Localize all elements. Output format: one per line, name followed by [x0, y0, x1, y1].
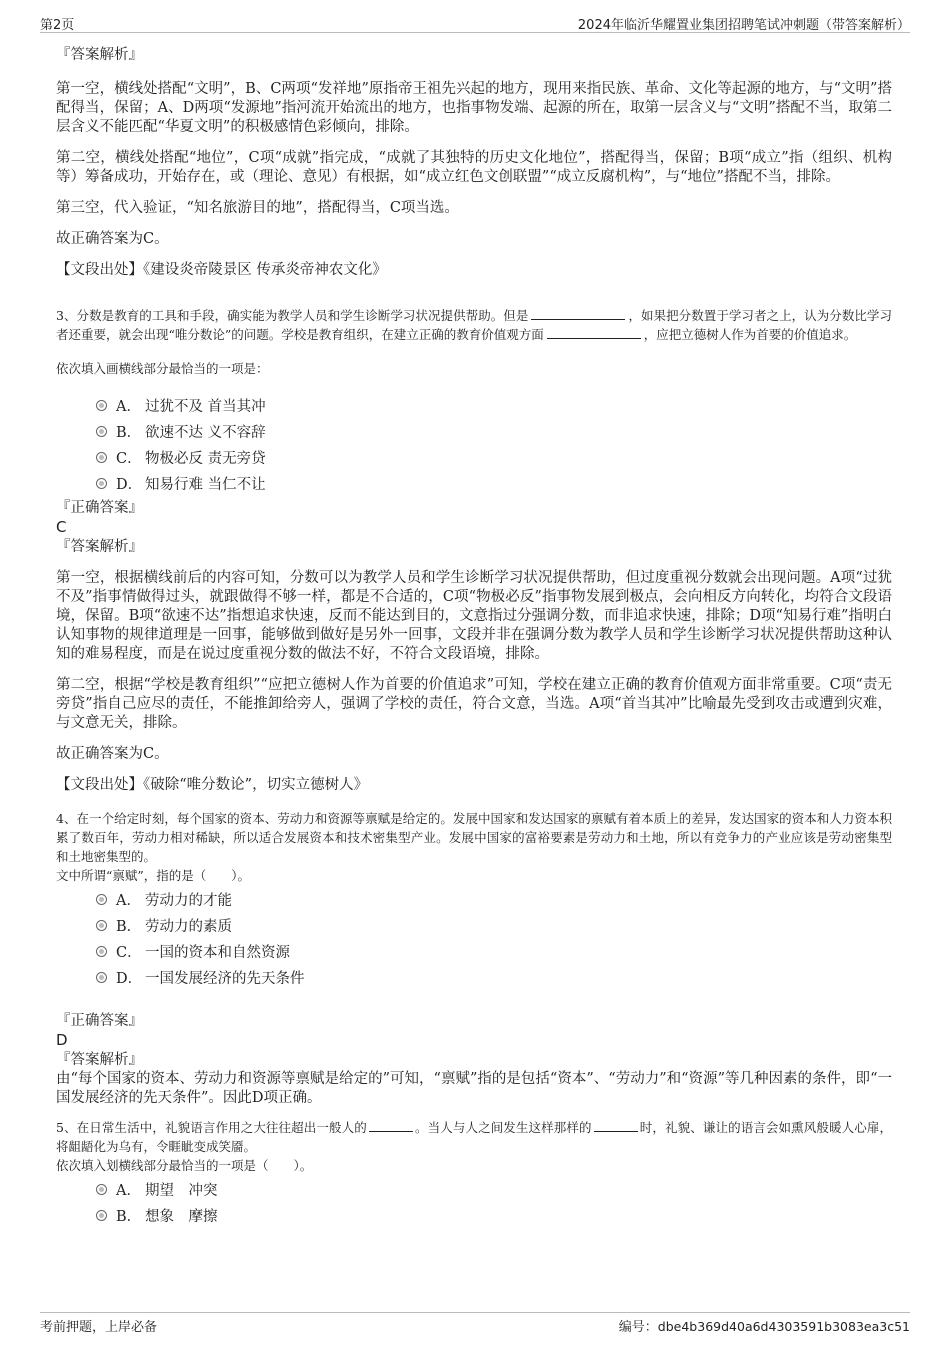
option-d[interactable]: D． 知易行难 当仁不让 [56, 471, 892, 497]
option-b[interactable]: B． 欲速不达 义不容辞 [56, 419, 892, 445]
analysis-paragraph: 由“每个国家的资本、劳动力和资源等禀赋是给定的”可知，“禀赋”指的是包括“资本”、“劳动力”和“资源”等几种因素的条件，即“一国发展经济的先天条件”。因此D项正确。 [56, 1071, 892, 1106]
fill-blank [531, 307, 625, 320]
option-c[interactable]: C． 物极必反 责无旁贷 [56, 445, 892, 471]
analysis-paragraph: 第一空，根据横线前后的内容可知，分数可以为教学人员和学生诊断学习状况提供帮助，但过度重视分数就会出现问题。A项“过犹不及”指事情做得过头，就跟做得不够一样，都是不合适的，C项“物极必反”指事物发展到极点，会向相反方向转化，均符合文段语境，保留。B项“欲速不达”指想追求快速，反而不能达到目的，文意指过分强调分数，而非追求快速，排除；D项“知易行难”指明白认知事物的规律道理是一回事，能够做到做好是另外一回事，文段并非在强调分数为教学人员和学生诊断学习状况提供帮助这种认知的难易程度，而是在说过度重视分数的做法不好，不符合文段语境，排除。 [56, 570, 892, 662]
source-citation: 【文段出处】《建设炎帝陵景区 传承炎帝神农文化》 [56, 262, 387, 278]
final-answer-text: 故正确答案为C。 [56, 746, 169, 762]
radio-icon[interactable] [96, 920, 107, 931]
fill-blank [369, 1119, 413, 1132]
analysis-label: 『答案解析』 [56, 47, 143, 63]
option-list [56, 393, 892, 497]
correct-answer-label: 『正确答案』 [56, 1013, 143, 1029]
radio-icon[interactable] [96, 1210, 107, 1221]
radio-icon[interactable] [96, 452, 107, 463]
analysis-paragraph: 第二空，横线处搭配“地位”，C项“成就”指完成，“成就了其独特的历史文化地位”，搭配得当，保留；B项“成立”指（组织、机构等）筹备成功，开始存在，或（理论、意见）有根据，如“成立红色文创联盟”“成立反腐机构”，与“地位”搭配不当，排除。 [56, 150, 892, 185]
question-stem: 3、分数是教育的工具和手段，确实能为教学人员和学生诊断学习状况提供帮助。但是 ，如果把分数置于学习者之上，认为分数比学习者还重要，就会出现“唯分数论”的问题。学校是教育组织，在建立正确的教育价值观方面 ，应把立德树人作为首要的价值追求。 [56, 308, 892, 342]
question-prompt: 文中所谓“禀赋”，指的是（ ）。 [56, 868, 251, 883]
analysis-paragraph: 第三空，代入验证，“知名旅游目的地”，搭配得当，C项当选。 [56, 200, 459, 216]
option-b[interactable]: B． 劳动力的素质 [56, 913, 892, 939]
document-title: 2024年临沂华耀置业集团招聘笔试冲刺题（带答案解析） [577, 18, 910, 33]
analysis-paragraph: 第二空，根据“学校是教育组织”“应把立德树人作为首要的价值追求”可知，学校在建立正确的教育价值观方面非常重要。C项“责无旁贷”指自己应尽的责任，不能推卸给旁人，强调了学校的责任，符合文意，当选。A项“首当其冲”比喻最先受到攻击或遭到灾难，与文意无关，排除。 [56, 677, 892, 731]
page-number: 第2页 [40, 18, 75, 33]
option-list [56, 887, 892, 991]
radio-icon[interactable] [96, 400, 107, 411]
radio-icon[interactable] [96, 1184, 107, 1195]
fill-blank [594, 1119, 638, 1132]
question-prompt: 依次填入画横线部分最恰当的一项是： [56, 361, 269, 376]
fill-blank [547, 326, 641, 339]
footer-slogan: 考前押题，上岸必备 [40, 1320, 158, 1335]
analysis-label: 『答案解析』 [56, 1052, 143, 1068]
radio-icon[interactable] [96, 946, 107, 957]
page-content [56, 44, 892, 1229]
option-d[interactable]: D． 一国发展经济的先天条件 [56, 965, 892, 991]
option-b[interactable]: B． 想象 摩擦 [56, 1203, 892, 1229]
question-stem: 4、在一个给定时刻，每个国家的资本、劳动力和资源等禀赋是给定的。发展中国家和发达国家的禀赋有着本质上的差异，发达国家的资本和人力资本积累了数百年，劳动力相对稀缺，所以适合发展资本和技术密集型产业。发展中国家的富裕要素是劳动力和土地，所以有竞争力的产业应该是劳动密集型和土地密集型的。 [56, 811, 892, 864]
page-footer [40, 1312, 910, 1335]
option-a[interactable]: A． 劳动力的才能 [56, 887, 892, 913]
option-list [56, 1177, 892, 1229]
question-stem: 5、在日常生活中，礼貌语言作用之大往往超出一般人的 。当人与人之间发生这样那样的 时，礼貌、谦让的语言会如熏风般暖人心扉，将龃龉化为乌有，令睚眦变成笑靥。 [56, 1120, 892, 1154]
option-a[interactable]: A． 过犹不及 首当其冲 [56, 393, 892, 419]
option-c[interactable]: C． 一国的资本和自然资源 [56, 939, 892, 965]
analysis-label: 『答案解析』 [56, 539, 143, 555]
document-code: 编号：dbe4b369d40a6d4303591b3083ea3c51 [618, 1319, 910, 1335]
source-citation: 【文段出处】《破除“唯分数论”，切实立德树人》 [56, 777, 369, 793]
radio-icon[interactable] [96, 972, 107, 983]
question-prompt: 依次填入划横线部分最恰当的一项是（ ）。 [56, 1158, 313, 1173]
correct-answer: C [56, 518, 67, 536]
correct-answer: D [56, 1031, 68, 1049]
option-a[interactable]: A． 期望 冲突 [56, 1177, 892, 1203]
analysis-paragraph: 第一空，横线处搭配“文明”，B、C两项“发祥地”原指帝王祖先兴起的地方，现用来指民族、革命、文化等起源的地方，与“文明”搭配得当，保留；A、D两项“发源地”指河流开始流出的地方，也指事物发端、起源的所在，取第一层含义与“文明”搭配不当，取第二层含义不能匹配“华夏文明”的积极感情色彩倾向，排除。 [56, 81, 892, 135]
radio-icon[interactable] [96, 894, 107, 905]
correct-answer-label: 『正确答案』 [56, 500, 143, 516]
radio-icon[interactable] [96, 426, 107, 437]
final-answer-text: 故正确答案为C。 [56, 231, 169, 247]
page-header [40, 12, 910, 33]
radio-icon[interactable] [96, 478, 107, 489]
